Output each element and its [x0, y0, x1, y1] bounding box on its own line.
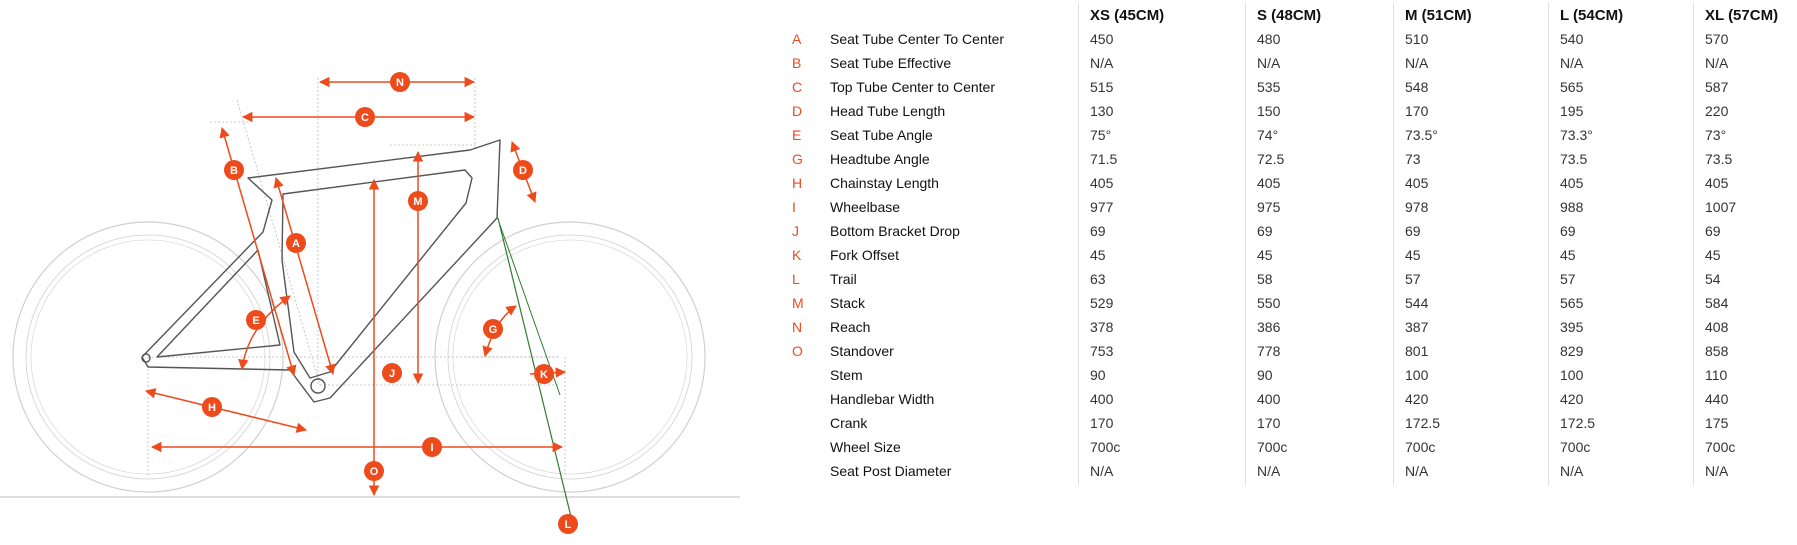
measurement-value: 540	[1560, 31, 1584, 47]
dimension-badge-text: C	[361, 112, 369, 124]
measurement-value: 54	[1705, 271, 1721, 287]
measurement-name: Head Tube Length	[830, 103, 946, 119]
measurement-value: 1007	[1705, 199, 1737, 215]
measurement-value: 405	[1560, 175, 1584, 191]
measurement-value: 195	[1560, 103, 1584, 119]
measurement-value: 801	[1405, 343, 1429, 359]
measurement-value: 69	[1705, 223, 1721, 239]
measurement-value: 420	[1405, 391, 1429, 407]
measurement-value: 700c	[1705, 439, 1736, 455]
dimension-badge-text: J	[388, 368, 396, 380]
dimension-badge-text: D	[519, 165, 527, 177]
dimension-badge-o	[364, 461, 384, 481]
measurement-name: Fork Offset	[830, 247, 899, 263]
measurement-value: 587	[1705, 79, 1729, 95]
measurement-value: 73	[1405, 151, 1421, 167]
dimension-badge-text: B	[230, 165, 238, 177]
dimension-badge-i	[422, 437, 442, 457]
dimension-badge-text: G	[488, 324, 498, 336]
measurement-value: N/A	[1705, 55, 1729, 71]
measurement-value: 73°	[1705, 127, 1727, 143]
table-row	[760, 223, 1797, 247]
measurement-value: 100	[1560, 367, 1584, 383]
measurement-letter: N	[792, 319, 803, 335]
measurement-value: 90	[1257, 367, 1273, 383]
size-column-header: S (48CM)	[1257, 7, 1322, 24]
measurement-name: Stem	[830, 367, 863, 383]
measurement-name: Wheel Size	[830, 439, 901, 455]
table-row	[760, 199, 1797, 223]
table-row	[760, 151, 1797, 175]
measurement-value: 73.5°	[1405, 127, 1438, 143]
table-row	[760, 391, 1797, 415]
measurement-value: N/A	[1560, 463, 1584, 479]
measurement-letter: O	[792, 343, 803, 359]
measurement-value: N/A	[1705, 463, 1729, 479]
measurement-name: Crank	[830, 415, 868, 431]
measurement-letter: D	[792, 103, 803, 119]
dimension-badge-text: E	[252, 315, 260, 327]
dimension-badge-n	[390, 72, 410, 92]
measurement-value: 700c	[1257, 439, 1288, 455]
measurement-name: Standover	[830, 343, 894, 359]
measurement-value: 45	[1560, 247, 1576, 263]
dimension-badge-c	[355, 107, 375, 127]
measurement-value: 544	[1405, 295, 1429, 311]
dimension-badge-text: A	[292, 238, 300, 250]
measurement-value: 387	[1405, 319, 1429, 335]
measurement-value: 69	[1560, 223, 1576, 239]
measurement-value: 565	[1560, 79, 1584, 95]
measurement-value: 45	[1257, 247, 1273, 263]
dimension-badge-g	[483, 319, 503, 339]
measurement-letter: E	[792, 127, 802, 143]
measurement-value: 700c	[1090, 439, 1121, 455]
dimension-badge-h	[202, 397, 222, 417]
measurement-letter: M	[792, 295, 804, 311]
measurement-value: 73.3°	[1560, 127, 1593, 143]
measurement-value: 110	[1705, 367, 1728, 383]
measurement-name: Headtube Angle	[830, 151, 930, 167]
table-row	[760, 55, 1797, 79]
measurement-value: 170	[1405, 103, 1429, 119]
dimension-badge-b	[224, 160, 244, 180]
measurement-value: 386	[1257, 319, 1281, 335]
measurement-value: 408	[1705, 319, 1729, 335]
table-row	[760, 415, 1797, 439]
measurement-value: 988	[1560, 199, 1584, 215]
table-row	[760, 439, 1797, 463]
table-row	[760, 103, 1797, 127]
measurement-value: N/A	[1560, 55, 1584, 71]
bike-geometry-diagram	[0, 0, 760, 545]
front-wheel	[435, 222, 705, 492]
measurement-value: N/A	[1090, 463, 1114, 479]
measurement-value: 73.5	[1560, 151, 1588, 167]
measurement-value: 100	[1405, 367, 1429, 383]
measurement-letter: L	[792, 271, 800, 287]
measurement-value: 45	[1405, 247, 1421, 263]
measurement-value: N/A	[1405, 55, 1429, 71]
measurement-value: 175	[1705, 415, 1729, 431]
dimension-badge-text: I	[430, 442, 434, 454]
dimension-badge-text: M	[413, 196, 423, 208]
geometry-table	[760, 0, 1797, 545]
measurement-value: 69	[1405, 223, 1421, 239]
dimension-badge-text: H	[208, 402, 216, 414]
table-row	[760, 127, 1797, 151]
measurement-value: 515	[1090, 79, 1114, 95]
measurement-value: 450	[1090, 31, 1114, 47]
measurement-name: Stack	[830, 295, 866, 311]
measurement-value: 170	[1257, 415, 1281, 431]
measurement-value: 529	[1090, 295, 1114, 311]
measurement-name: Seat Tube Angle	[830, 127, 933, 143]
table-row	[760, 247, 1797, 271]
measurement-value: 753	[1090, 343, 1114, 359]
measurement-value: 150	[1257, 103, 1281, 119]
measurement-letter: J	[792, 223, 799, 239]
measurement-name: Seat Tube Center To Center	[830, 31, 1005, 47]
measurement-value: 45	[1705, 247, 1721, 263]
measurement-value: 220	[1705, 103, 1729, 119]
table-row	[760, 271, 1797, 295]
dimension-badge-text: K	[540, 369, 548, 381]
measurement-name: Chainstay Length	[830, 175, 939, 191]
measurement-value: 69	[1090, 223, 1106, 239]
measurement-value: 58	[1257, 271, 1273, 287]
size-column-header: L (54CM)	[1560, 7, 1624, 24]
measurement-value: 378	[1090, 319, 1114, 335]
table-row	[760, 31, 1797, 55]
measurement-value: N/A	[1257, 55, 1281, 71]
dimension-labels	[202, 72, 578, 534]
measurement-value: 74°	[1257, 127, 1279, 143]
table-row	[760, 343, 1797, 367]
size-column-header: XL (57CM)	[1705, 7, 1779, 24]
measurement-value: 584	[1705, 295, 1729, 311]
dimension-badge-d	[513, 160, 533, 180]
measurement-letter: A	[792, 31, 802, 47]
measurement-value: 405	[1090, 175, 1114, 191]
dimension-badge-a	[286, 233, 306, 253]
measurement-value: 69	[1257, 223, 1273, 239]
measurement-value: 548	[1405, 79, 1429, 95]
measurement-name: Handlebar Width	[830, 391, 935, 407]
dimension-badge-j	[382, 363, 402, 383]
measurement-value: 405	[1257, 175, 1281, 191]
table-row	[760, 295, 1797, 319]
table-row	[760, 463, 1797, 487]
measurement-value: 73.5	[1705, 151, 1733, 167]
table-row	[760, 319, 1797, 343]
bike-frame	[142, 140, 500, 402]
measurement-letter: I	[792, 199, 796, 215]
measurement-value: 829	[1560, 343, 1584, 359]
dimension-badge-e	[246, 310, 266, 330]
measurement-letter: K	[792, 247, 802, 263]
measurement-value: 700c	[1405, 439, 1436, 455]
measurement-letter: G	[792, 151, 803, 167]
measurement-name: Top Tube Center to Center	[830, 79, 995, 95]
measurement-name: Trail	[830, 271, 857, 287]
measurement-value: 480	[1257, 31, 1281, 47]
measurement-value: 395	[1560, 319, 1584, 335]
measurement-value: N/A	[1090, 55, 1114, 71]
measurement-value: 420	[1560, 391, 1584, 407]
measurement-value: 130	[1090, 103, 1114, 119]
measurement-letter: H	[792, 175, 803, 191]
measurement-value: 172.5	[1560, 415, 1596, 431]
measurement-value: N/A	[1257, 463, 1281, 479]
measurement-value: 45	[1090, 247, 1106, 263]
dimension-badge-text: O	[369, 466, 379, 478]
measurement-value: 405	[1705, 175, 1729, 191]
measurement-name: Seat Post Diameter	[830, 463, 952, 479]
size-column-header: M (51CM)	[1405, 7, 1472, 24]
measurement-value: 440	[1705, 391, 1729, 407]
measurement-name: Wheelbase	[830, 199, 901, 215]
measurement-value: 71.5	[1090, 151, 1118, 167]
measurement-name: Bottom Bracket Drop	[830, 223, 960, 239]
measurement-value: 700c	[1560, 439, 1591, 455]
measurement-value: 975	[1257, 199, 1281, 215]
measurement-value: 978	[1405, 199, 1429, 215]
dimension-badge-l	[558, 514, 578, 534]
measurement-value: 172.5	[1405, 415, 1441, 431]
measurement-value: 72.5	[1257, 151, 1285, 167]
dimension-badge-text: L	[564, 519, 572, 531]
table-row	[760, 79, 1797, 103]
measurement-value: 170	[1090, 415, 1114, 431]
measurement-value: 565	[1560, 295, 1584, 311]
table-row	[760, 367, 1797, 391]
measurement-name: Reach	[830, 319, 871, 335]
measurement-value: 57	[1560, 271, 1576, 287]
measurement-value: 63	[1090, 271, 1106, 287]
measurement-value: 535	[1257, 79, 1281, 95]
measurement-letter: B	[792, 55, 802, 71]
measurement-value: 400	[1257, 391, 1281, 407]
dimension-badge-m	[408, 191, 428, 211]
measurement-value: 858	[1705, 343, 1729, 359]
measurement-value: 977	[1090, 199, 1114, 215]
measurement-value: 57	[1405, 271, 1421, 287]
measurement-value: 510	[1405, 31, 1429, 47]
dimension-badge-k	[534, 364, 554, 384]
measurement-letter: C	[792, 79, 803, 95]
measurement-value: 778	[1257, 343, 1281, 359]
table-row	[760, 175, 1797, 199]
measurement-value: 75°	[1090, 127, 1112, 143]
measurement-name: Seat Tube Effective	[830, 55, 952, 71]
measurement-value: 550	[1257, 295, 1281, 311]
measurement-value: N/A	[1405, 463, 1429, 479]
measurement-value: 405	[1405, 175, 1429, 191]
measurement-value: 400	[1090, 391, 1114, 407]
size-column-header: XS (45CM)	[1090, 7, 1165, 24]
measurement-value: 90	[1090, 367, 1106, 383]
dimension-badge-text: N	[396, 77, 404, 89]
measurement-value: 570	[1705, 31, 1729, 47]
